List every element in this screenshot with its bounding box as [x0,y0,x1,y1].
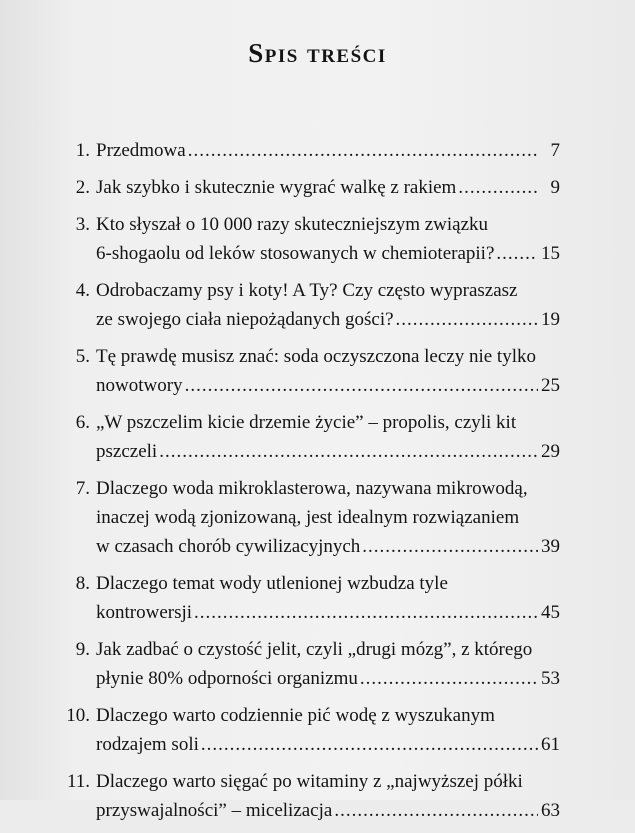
toc-entry-line [60,136,560,165]
toc-entry [60,408,560,466]
toc-page-number: 7 [550,140,560,161]
toc-entry-number: 11. [66,771,90,792]
toc-entry-text: Jak szybko i skutecznie wygrać walkę z rakiem [96,177,457,198]
toc-entry [60,173,560,202]
toc-page-number: 25 [541,375,560,396]
toc-entry-line [60,342,560,371]
dot-leader [496,239,538,268]
toc-entry-text: kontrowersji [96,602,193,623]
toc-entry-number: 1. [75,140,90,161]
toc-entry-number: 5. [75,346,90,367]
toc-entry-number: 8. [75,573,90,594]
toc-entry-text: w czasach chorób cywilizacyjnych [96,536,361,557]
toc-entry-line [60,635,560,664]
toc-entry [60,210,560,268]
toc-entry-number: 7. [75,478,90,499]
toc-entry-text: Przedmowa [96,140,186,161]
toc-entry-line [60,437,560,466]
toc-entry-line [60,664,560,693]
toc-entry-text: nowotwory [96,375,183,396]
toc-entry-text: inaczej wodą zjonizowaną, jest idealnym rozwiązaniem [96,507,520,528]
toc-entry [60,474,560,561]
toc-page-number: 53 [541,668,560,689]
dot-leader [458,173,538,202]
toc-entry-text: Jak zadbać o czystość jelit, czyli „drugi mózg”, z którego [96,639,533,660]
toc-entry-line [60,276,560,305]
dot-leader [360,664,538,693]
toc-entry-text: Kto słyszał o 10 000 razy skuteczniejszym związku [96,214,489,235]
toc-entry-line [60,701,560,730]
toc-entry [60,342,560,400]
toc-entry-line [60,503,560,532]
toc-entry [60,701,560,759]
toc-entry-line [60,173,560,202]
toc-page-number: 45 [541,602,560,623]
toc-entry-text: pszczeli [96,441,158,462]
toc-entry-text: Tę prawdę musisz znać: soda oczyszczona leczy nie tylko [96,346,536,367]
toc-entry-number: 3. [75,214,90,235]
toc-entry-text: Dlaczego warto sięgać po witaminy z „najwyższej półki [96,771,523,792]
toc-entry-text: płynie 80% odporności organizmu [96,668,358,689]
toc-entry-text: przyswajalności” – micelizacja [96,800,333,821]
dot-leader [396,305,538,334]
toc-entry [60,276,560,334]
toc-entry-line [60,408,560,437]
table-of-contents [60,136,560,833]
toc-entry-text: Odrobaczamy psy i koty! A Ty? Czy często wypraszasz [96,280,518,301]
dot-leader [185,371,538,400]
page-title: Spis treści [248,38,387,68]
toc-entry-text: „W pszczelim kicie drzemie życie” – propolis, czyli kit [96,412,517,433]
toc-entry-text: Dlaczego warto codziennie pić wodę z wyszukanym [96,705,495,726]
dot-leader [188,136,538,165]
toc-entry-text: rodzajem soli [96,734,199,755]
toc-entry-number: 10. [66,705,90,726]
toc-entry-line [60,210,560,239]
toc-entry-line [60,239,560,268]
toc-entry-line [60,796,560,825]
toc-page-number: 29 [541,441,560,462]
toc-entry [60,767,560,825]
toc-entry-line [60,767,560,796]
toc-entry-line [60,305,560,334]
toc-entry-line [60,730,560,759]
dot-leader [334,796,538,825]
toc-entry-number: 6. [75,412,90,433]
toc-page-number: 15 [541,243,560,264]
toc-page-number: 19 [541,309,560,330]
toc-entry-text: ze swojego ciała niepożądanych gości? [96,309,394,330]
toc-entry-line [60,598,560,627]
toc-page-number: 9 [550,177,560,198]
dot-leader [194,598,538,627]
toc-entry-line [60,371,560,400]
toc-entry-number: 9. [75,639,90,660]
toc-entry [60,635,560,693]
dot-leader [201,730,538,759]
toc-entry-number: 2. [75,177,90,198]
toc-entry [60,136,560,165]
toc-entry-text: Dlaczego woda mikroklasterowa, nazywana mikrowodą, [96,478,528,499]
dot-leader [362,532,538,561]
toc-entry-line [60,474,560,503]
toc-entry-number: 4. [75,280,90,301]
toc-page-number: 63 [541,800,560,821]
toc-entry-text: Dlaczego temat wody utlenionej wzbudza tyle [96,573,448,594]
toc-page-number: 39 [541,536,560,557]
toc-entry-line [60,569,560,598]
toc-page-number: 61 [541,734,560,755]
toc-entry-text: 6-shogaolu od leków stosowanych w chemioterapii? [96,243,495,264]
toc-entry [60,569,560,627]
dot-leader [159,437,538,466]
toc-entry-line [60,532,560,561]
